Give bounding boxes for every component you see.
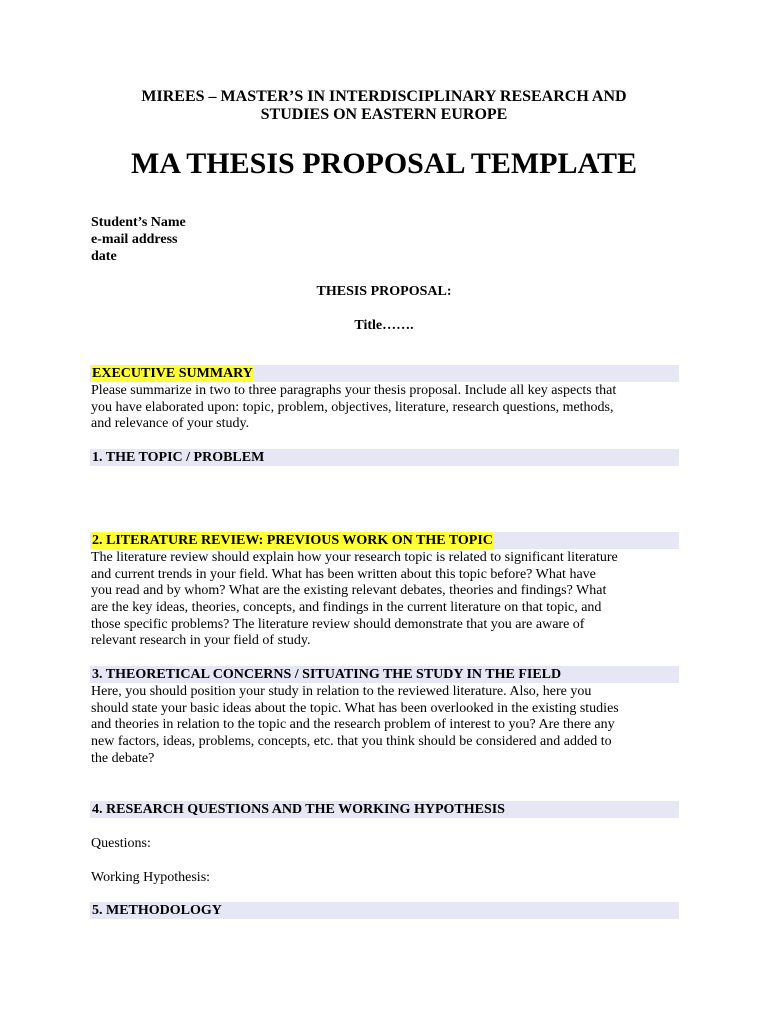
literature-heading-bar	[90, 532, 679, 549]
executive-summary-heading: EXECUTIVE SUMMARY	[92, 366, 253, 381]
paragraph-line: relevant research in your field of study.	[91, 633, 311, 649]
paragraph-line: the debate?	[91, 750, 155, 766]
methodology-heading: 5. METHODOLOGY	[92, 903, 222, 918]
topic-heading-bar	[90, 449, 679, 466]
literature-heading: 2. LITERATURE REVIEW: PREVIOUS WORK ON THE TOPIC	[92, 533, 493, 548]
program-title-line-2: STUDIES ON EASTERN EUROPE	[260, 106, 508, 123]
paragraph-line: and theories in relation to the topic and the research problem of interest to you? Are there any	[91, 717, 615, 733]
theory-heading-bar	[90, 666, 679, 683]
thesis-title-placeholder: Title…….	[354, 318, 414, 333]
questions-label: Questions:	[91, 836, 151, 851]
literature-text	[91, 549, 691, 649]
methodology-heading-bar	[90, 902, 679, 919]
paragraph-line: new factors, ideas, problems, concepts, etc. that you think should be considered and added to	[91, 734, 612, 750]
topic-heading: 1. THE TOPIC / PROBLEM	[92, 450, 265, 465]
theory-heading: 3. THEORETICAL CONCERNS / SITUATING THE STUDY IN THE FIELD	[92, 667, 562, 682]
executive-summary-heading-bar	[90, 365, 679, 382]
thesis-proposal-label: THESIS PROPOSAL:	[316, 284, 452, 299]
student-name-label: Student’s Name	[91, 215, 186, 230]
page-title: MA THESIS PROPOSAL TEMPLATE	[131, 147, 637, 180]
email-label: e-mail address	[91, 232, 178, 247]
research-questions-heading: 4. RESEARCH QUESTIONS AND THE WORKING HYPOTHESIS	[92, 802, 505, 817]
paragraph-line: should state your basic ideas about the topic. What has been overlooked in the existing studies	[91, 700, 619, 716]
paragraph-line: The literature review should explain how your research topic is related to significant literature	[91, 550, 618, 565]
paragraph-line: Here, you should position your study in relation to the reviewed literature. Also, here you	[91, 684, 592, 699]
paragraph-line: are the key ideas, theories, concepts, and findings in the current literature on that topic, and	[91, 600, 602, 616]
paragraph-line: and current trends in your field. What has been written about this topic before? What have	[91, 566, 596, 582]
research-questions-heading-bar	[90, 801, 679, 818]
working-hypothesis-label: Working Hypothesis:	[91, 870, 211, 885]
paragraph-line: you read and by whom? What are the existing relevant debates, theories and findings? What	[91, 583, 607, 599]
executive-summary-text	[91, 382, 691, 432]
program-title-line-1: MIREES – MASTER’S IN INTERDISCIPLINARY RESEARCH AND	[141, 88, 627, 105]
paragraph-line: Please summarize in two to three paragraphs your thesis proposal. Include all key aspects that	[91, 383, 617, 398]
paragraph-line: you have elaborated upon: topic, problem, objectives, literature, research questions, methods,	[91, 399, 614, 415]
paragraph-line: those specific problems? The literature review should demonstrate that you are aware of	[91, 616, 585, 632]
theory-text	[91, 683, 691, 766]
paragraph-line: and relevance of your study.	[91, 416, 250, 432]
date-label: date	[91, 249, 117, 264]
